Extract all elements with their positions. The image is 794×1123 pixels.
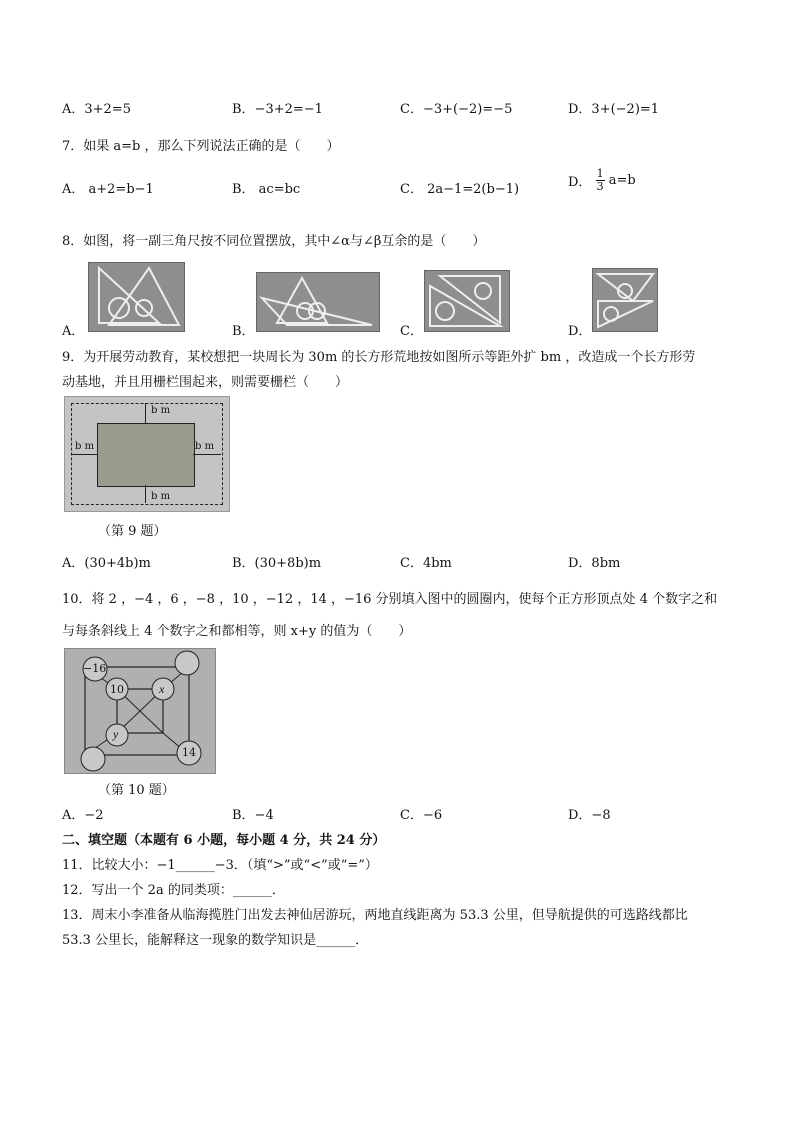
q9-label-top: b m [151, 405, 171, 416]
fraction [596, 168, 605, 193]
triangle-rulers-figure-a [89, 263, 184, 331]
q7-stem: 7．如果 a=b ，那么下列说法正确的是（ ） [62, 139, 340, 154]
q8-option-a: A． [62, 324, 85, 339]
q10-circle-inner-tr: x [159, 682, 165, 696]
q7-option-c: C． 2a−1=2(b−1) [400, 182, 520, 197]
q9-stem-line1: 9．为开展劳动教育，某校想把一块周长为 30m 的长方形荒地按如图所示等距外扩 bm ，改造成一个长方形劳 [62, 350, 696, 365]
q10-circle-tl: −16 [83, 662, 107, 675]
q9-label-bottom: b m [151, 491, 171, 502]
q9-stem-line2: 动基地，并且用栅栏围起来，则需要栅栏（ ） [62, 375, 349, 390]
q10-stem-line1: 10．将 2 ，−4 ，6 ，−8 ，10 ，−12 ，14 ，−16 分别填入图中的圆圈内，使每个正方形顶点处 4 个数字之和 [62, 592, 718, 607]
q9-option-d: D．8bm [568, 556, 621, 571]
q10-circle-inner-tl: 10 [110, 683, 124, 696]
q10-option-d: D．−8 [568, 808, 611, 823]
q8-option-d: D． [568, 324, 592, 339]
q10-circle-br: 14 [182, 746, 196, 759]
fraction-numerator: 1 [596, 167, 604, 180]
q8-figure-a [88, 262, 185, 332]
q10-caption: （第 10 题） [98, 783, 175, 798]
q6-option-a: A．3+2=5 [62, 102, 131, 117]
q10-figure [64, 648, 216, 774]
q8-figure-b [256, 272, 380, 332]
q9-label-right: b m [195, 441, 215, 452]
q6-option-b: B．−3+2=−1 [232, 102, 323, 117]
q8-figure-c [424, 270, 510, 332]
q7-option-d-rest: a=b [608, 173, 636, 188]
q6-option-d: D．3+(−2)=1 [568, 102, 660, 117]
q8-figure-d [592, 268, 658, 332]
q8-stem: 8．如图，将一副三角尺按不同位置摆放，其中∠α与∠β互余的是（ ） [62, 234, 486, 249]
q13-line1: 13．周末小李准备从临海揽胜门出发去神仙居游玩，两地直线距离为 53.3 公里，但导航提供的可选路线都比 [62, 908, 688, 923]
q13-line2: 53.3 公里长，能解释这一现象的数学知识是______． [62, 933, 369, 948]
triangle-rulers-figure-b [257, 273, 379, 331]
triangle-rulers-figure-d [593, 269, 657, 331]
section-2-heading: 二、填空题（本题有 6 小题，每小题 4 分，共 24 分） [62, 833, 386, 848]
q7-option-d [568, 168, 636, 193]
q9-option-a: A．(30+4b)m [62, 556, 151, 571]
q9-label-left: b m [75, 441, 95, 452]
q9-option-b: B．(30+8b)m [232, 556, 322, 571]
fraction-denominator: 3 [596, 180, 604, 193]
q8-option-c: C． [400, 324, 423, 339]
q10-option-c: C．−6 [400, 808, 443, 823]
q7-option-a: A． a+2=b−1 [62, 182, 154, 197]
triangle-rulers-figure-c [425, 271, 509, 331]
q8-option-b: B． [232, 324, 255, 339]
q7-option-d-label: D． [568, 175, 592, 190]
q11-text: 11．比较大小：−1______−3．（填“>”或“<”或“=”） [62, 858, 378, 873]
q6-option-c: C．−3+(−2)=−5 [400, 102, 513, 117]
q10-stem-line2: 与每条斜线上 4 个数字之和都相等，则 x+y 的值为（ ） [62, 624, 412, 639]
q12-text: 12．写出一个 2a 的同类项：______． [62, 883, 285, 898]
q10-circle-inner-bl: y [113, 727, 119, 741]
q9-option-c: C．4bm [400, 556, 452, 571]
q9-caption: （第 9 题） [98, 524, 167, 539]
q9-figure [64, 396, 230, 512]
q10-option-b: B．−4 [232, 808, 274, 823]
q10-option-a: A．−2 [62, 808, 104, 823]
q7-option-b: B． ac=bc [232, 182, 301, 197]
